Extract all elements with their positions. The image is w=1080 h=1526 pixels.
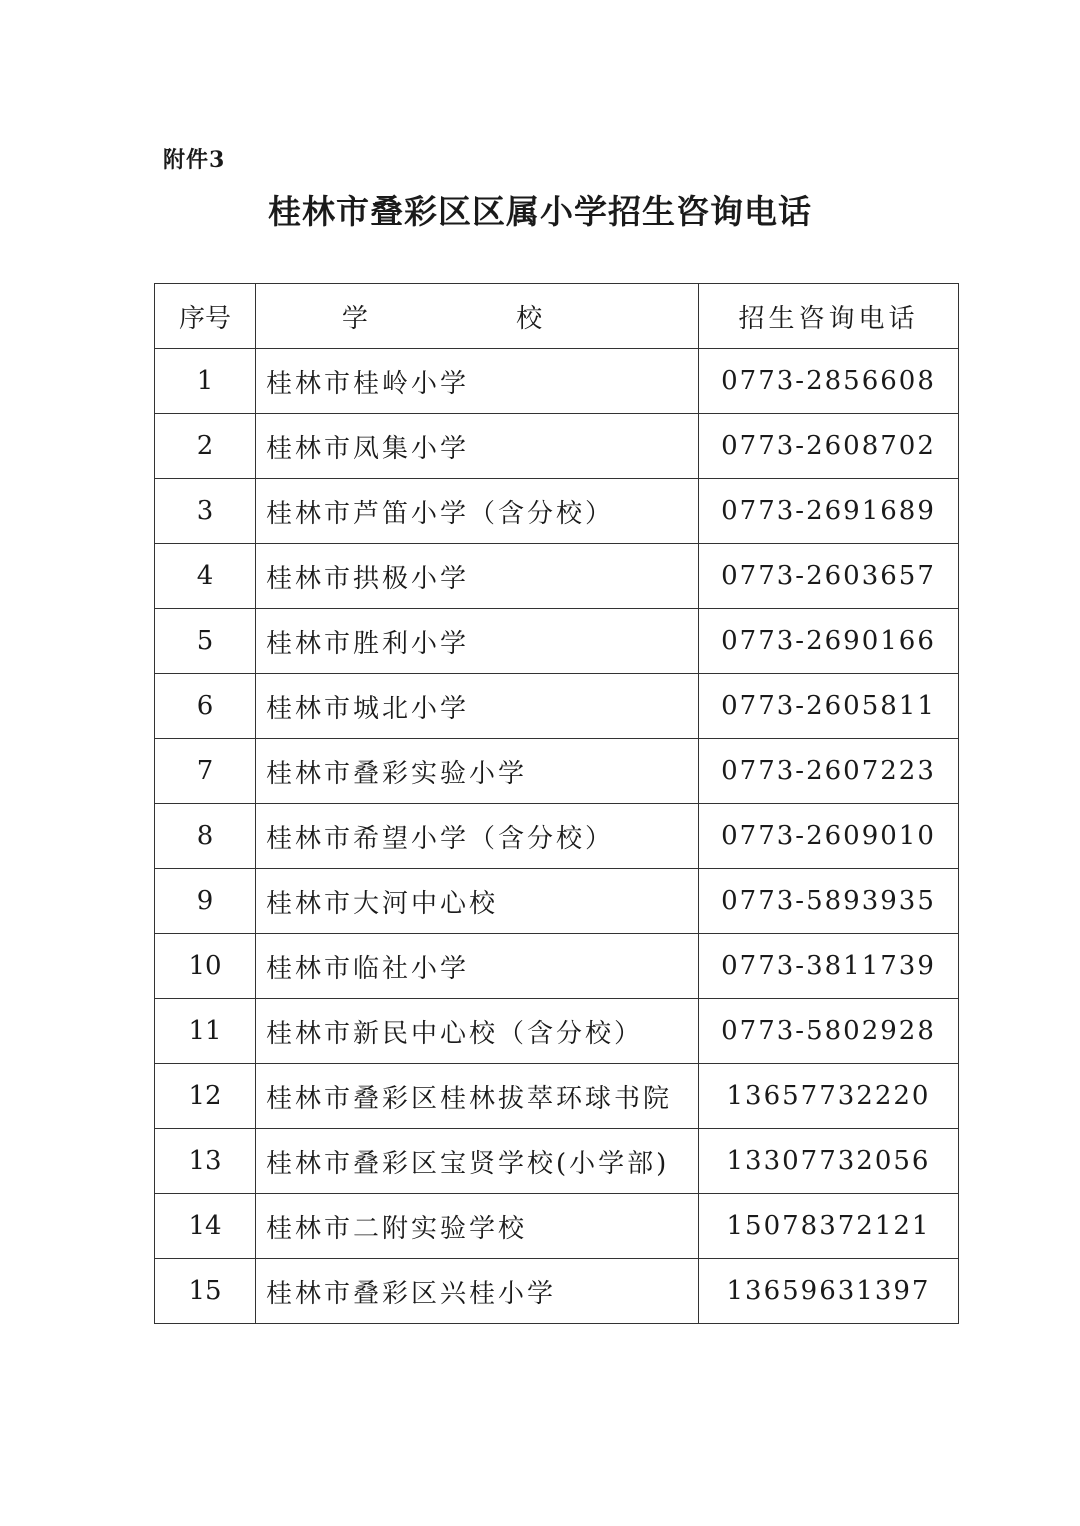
row-seq-cell: 9 — [155, 869, 256, 934]
row-school-cell: 桂林市芦笛小学（含分校） — [256, 479, 699, 544]
row-phone-cell: 0773-2605811 — [699, 674, 959, 739]
row-school-cell: 桂林市拱极小学 — [256, 544, 699, 609]
row-school-cell: 桂林市二附实验学校 — [256, 1194, 699, 1259]
row-phone-cell: 0773-5893935 — [699, 869, 959, 934]
row-school-cell: 桂林市叠彩区宝贤学校(小学部) — [256, 1129, 699, 1194]
row-seq-cell: 3 — [155, 479, 256, 544]
attachment-label: 附件3 — [163, 147, 226, 173]
row-phone-cell: 13659631397 — [699, 1259, 959, 1324]
row-phone-cell: 0773-2607223 — [699, 739, 959, 804]
row-school-cell: 桂林市胜利小学 — [256, 609, 699, 674]
row-school-cell: 桂林市大河中心校 — [256, 869, 699, 934]
row-seq-cell: 14 — [155, 1194, 256, 1259]
row-seq-cell: 5 — [155, 609, 256, 674]
row-phone-cell: 0773-2856608 — [699, 349, 959, 414]
row-phone-cell: 0773-3811739 — [699, 934, 959, 999]
row-seq-cell: 10 — [155, 934, 256, 999]
row-phone-cell: 0773-2691689 — [699, 479, 959, 544]
row-phone-cell: 13657732220 — [699, 1064, 959, 1129]
table-row — [155, 674, 959, 739]
row-school-cell: 桂林市叠彩区桂林拔萃环球书院 — [256, 1064, 699, 1129]
row-school-cell: 桂林市城北小学 — [256, 674, 699, 739]
table-row — [155, 1259, 959, 1324]
row-phone-cell: 0773-5802928 — [699, 999, 959, 1064]
table-row — [155, 1129, 959, 1194]
row-seq-cell: 4 — [155, 544, 256, 609]
table-row — [155, 1064, 959, 1129]
row-seq-cell: 12 — [155, 1064, 256, 1129]
row-school-cell: 桂林市临社小学 — [256, 934, 699, 999]
row-phone-cell: 0773-2603657 — [699, 544, 959, 609]
row-seq-cell: 8 — [155, 804, 256, 869]
table-row — [155, 804, 959, 869]
row-school-cell: 桂林市凤集小学 — [256, 414, 699, 479]
table-row — [155, 739, 959, 804]
page-title: 桂林市叠彩区区属小学招生咨询电话 — [268, 192, 812, 231]
row-phone-cell: 0773-2609010 — [699, 804, 959, 869]
header-school: 学 校 — [256, 284, 699, 349]
header-seq: 序号 — [155, 284, 256, 349]
row-school-cell: 桂林市叠彩实验小学 — [256, 739, 699, 804]
table-row — [155, 934, 959, 999]
table-row — [155, 349, 959, 414]
row-phone-cell: 0773-2608702 — [699, 414, 959, 479]
row-seq-cell: 7 — [155, 739, 256, 804]
row-phone-cell: 0773-2690166 — [699, 609, 959, 674]
row-seq-cell: 6 — [155, 674, 256, 739]
table-row — [155, 609, 959, 674]
row-school-cell: 桂林市新民中心校（含分校） — [256, 999, 699, 1064]
table-row — [155, 869, 959, 934]
row-phone-cell: 15078372121 — [699, 1194, 959, 1259]
row-seq-cell: 11 — [155, 999, 256, 1064]
row-seq-cell: 13 — [155, 1129, 256, 1194]
table-row — [155, 544, 959, 609]
header-phone: 招生咨询电话 — [699, 284, 959, 349]
row-phone-cell: 13307732056 — [699, 1129, 959, 1194]
table-header-row — [155, 284, 959, 349]
table-row — [155, 414, 959, 479]
row-school-cell: 桂林市桂岭小学 — [256, 349, 699, 414]
table-row — [155, 999, 959, 1064]
row-seq-cell: 1 — [155, 349, 256, 414]
row-seq-cell: 15 — [155, 1259, 256, 1324]
row-school-cell: 桂林市希望小学（含分校） — [256, 804, 699, 869]
enrollment-contact-table — [154, 283, 959, 1324]
table-row — [155, 1194, 959, 1259]
table-row — [155, 479, 959, 544]
table-body — [155, 349, 959, 1324]
row-school-cell: 桂林市叠彩区兴桂小学 — [256, 1259, 699, 1324]
row-seq-cell: 2 — [155, 414, 256, 479]
